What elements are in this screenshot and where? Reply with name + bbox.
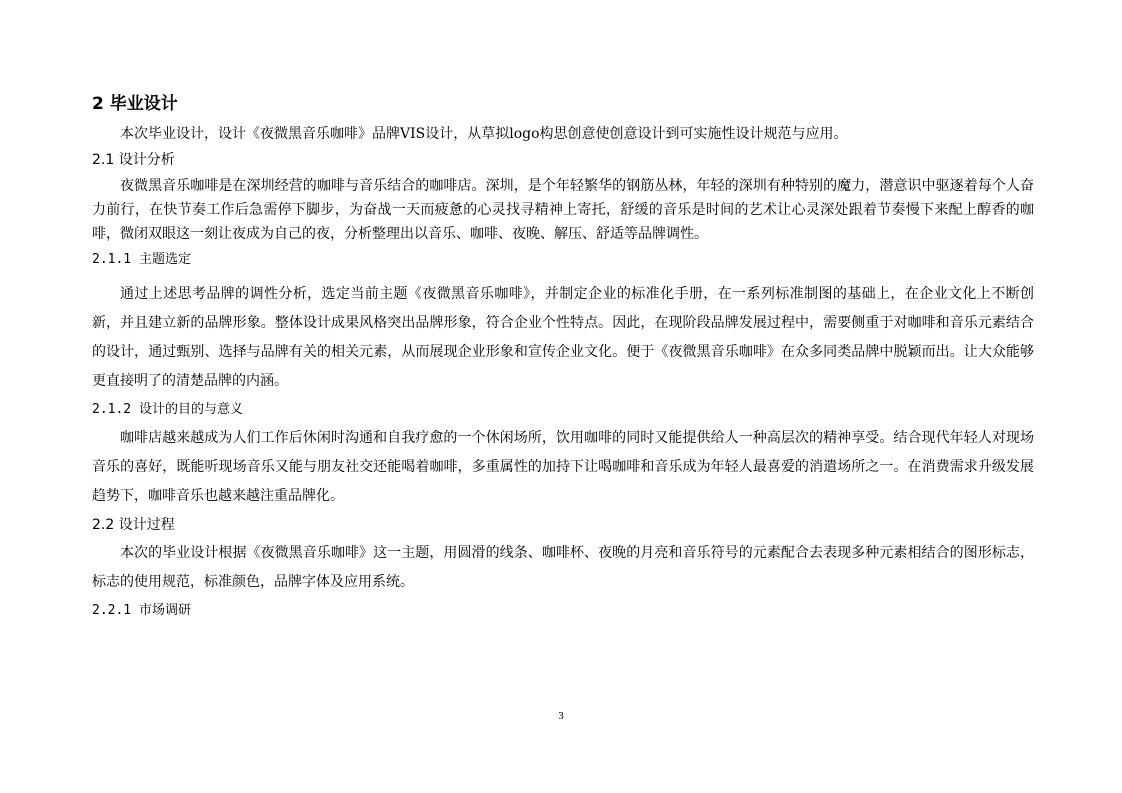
page-number: 3: [558, 710, 564, 722]
section-2-1-1-paragraph: 通过上述思考品牌的调性分析，选定当前主题《夜微黑音乐咖啡》，并制定企业的标准化手册，在一系列标准制图的基础上，在企业文化上不断创新，并且建立新的品牌形象。整体设计成果风格突出品牌形象，符合企业个性特点。因此，在现阶段品牌发展过程中，需要侧重于对咖啡和音乐元素结合的设计，通过甄别、选择与品牌有关的相关元素，从而展现企业形象和宣传企业文化。便于《夜微黑音乐咖啡》在众多同类品牌中脱颖而出。让大众能够更直接明了的清楚品牌的内涵。: [92, 286, 1034, 389]
section-2-1-2-title: 2.1.2 设计的目的与意义: [92, 402, 243, 417]
chapter-title: 2 毕业设计: [92, 94, 178, 114]
chapter-intro-paragraph: 本次毕业设计，设计《夜微黑音乐咖啡》品牌VIS设计，从草拟logo构思创意使创意设计到可实施性设计规范与应用。: [120, 126, 848, 142]
section-2-1-paragraph: 夜微黑音乐咖啡是在深圳经营的咖啡与音乐结合的咖啡店。深圳，是个年轻繁华的钢筋丛林，年轻的深圳有种特别的魔力，潜意识中驱逐着每个人奋力前行，在快节奏工作后急需停下脚步，为奋战一天而疲惫的心灵找寻精神上寄托，舒缓的音乐是时间的艺术让心灵深处跟着节奏慢下来配上醇香的咖啡，微闭双眼这一刻让夜成为自己的夜，分析整理出以音乐、咖啡、夜晚、解压、舒适等品牌调性。: [92, 178, 1034, 242]
section-2-1-title: 2.1 设计分析: [92, 152, 175, 168]
section-2-1-2-paragraph: 咖啡店越来越成为人们工作后休闲时沟通和自我疗愈的一个休闲场所，饮用咖啡的同时又能提供给人一种高层次的精神享受。结合现代年轻人对现场音乐的喜好，既能听现场音乐又能与朋友社交还能喝着咖啡，多重属性的加持下让喝咖啡和音乐成为年轻人最喜爱的消遣场所之一。在消费需求升级发展趋势下，咖啡音乐也越来越注重品牌化。: [92, 430, 1034, 504]
section-2-2-title: 2.2 设计过程: [92, 517, 175, 533]
section-2-2-1-title: 2.2.1 市场调研: [92, 603, 191, 618]
section-2-2-paragraph: 本次的毕业设计根据《夜微黑音乐咖啡》这一主题，用圆滑的线条、咖啡杯、夜晚的月亮和音乐符号的元素配合去表现多种元素相结合的图形标志，标志的使用规范，标准颜色，品牌字体及应用系统。: [92, 545, 1034, 590]
page-content: [92, 92, 1034, 625]
section-2-1-1-title: 2.1.1 主题选定: [92, 252, 191, 267]
